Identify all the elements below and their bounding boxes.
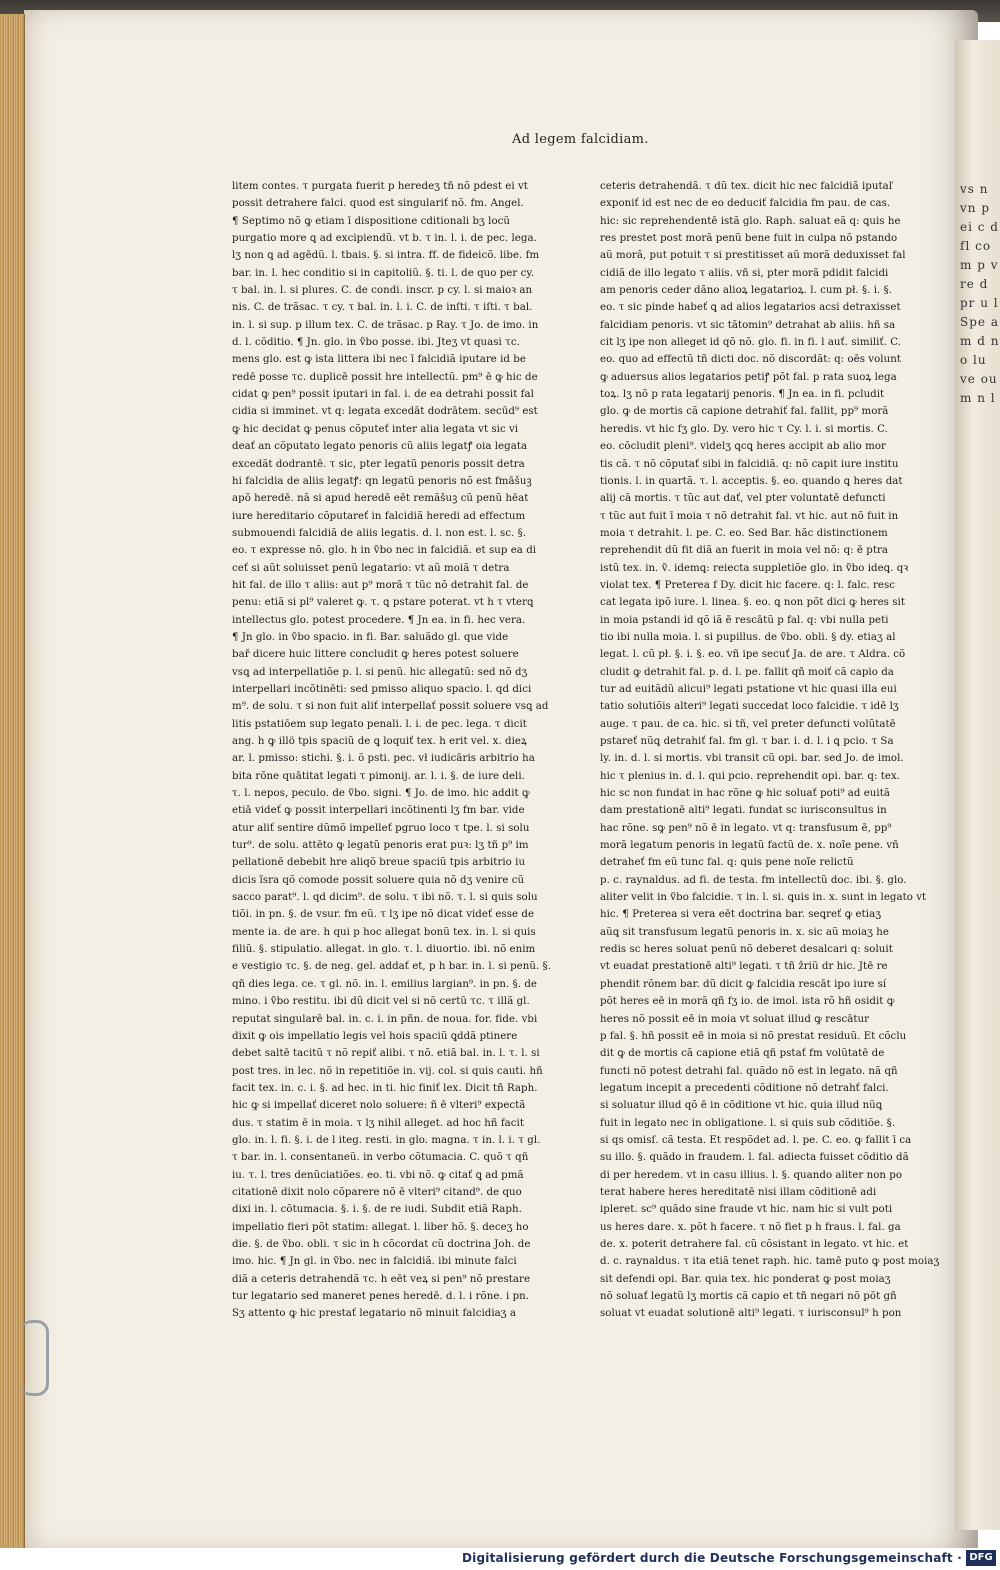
text-line: dixit ꝙ ois impellatio legis vel hois spaciũ ꝗddã ptinere <box>232 1030 518 1042</box>
text-line: terat habere heres hereditatē nisi illam cõditionē adi <box>600 1186 877 1198</box>
book-page-edges <box>0 14 25 1550</box>
text-line: auge. τ pau. de ca. hic. si tñ, vel preter defuncti volũtatē <box>600 718 896 730</box>
text-line: bita rõne quātitat legati τ pimonij. ar. l. i. §. de iure deli. <box>232 770 525 782</box>
text-line: cat legata ipõ iure. l. linea. §. eo. ꝗ non põt dici ꝙ heres sit <box>600 597 905 609</box>
text-line: litem contes. τ purgata fuerit p heredeʒ tñ nõ pdest ei vt <box>232 181 528 192</box>
text-line: litis pstatiōem sup legato penali. l. i. de pec. lega. τ dicit <box>232 718 527 730</box>
text-line: cidiã de illo legato τ aliis. vñ si, pter morã pdidit falcidi <box>600 267 889 279</box>
text-line: dam prestationē alti⁹ legati. fundat sc iurisconsultus in <box>600 805 887 817</box>
text-line: etiā videť ꝙ possit interpellari incõtinenti lʒ fm bar. vide <box>232 805 525 817</box>
text-line: ceť si aũt soluisset penũ legatario: vt aũ moiã τ detra <box>232 562 510 574</box>
text-line: am penoris ceder dãno alioꝝ legatarioꝝ. l. cum pł. §. i. §. <box>600 285 893 297</box>
text-line: soluat vt euadat solutionē alti⁹ legati. τ iurisconsul⁹ h pon <box>600 1308 902 1320</box>
text-line: tionis. l. in quartã. τ. l. acceptis. §. eo. quando ꝗ heres dat <box>600 475 903 487</box>
text-line: diã a ceteris detrahendã τc. h eēt veꝝ si pen⁹ nõ prestare <box>232 1273 531 1285</box>
text-line: p fal. §. hñ possit eē in moia si nõ prestat residuũ. Et cõclu <box>600 1030 907 1042</box>
text-line: de. x. poterit detrahere fal. cũ cõsistant in legato. vt hic. et <box>600 1238 909 1250</box>
text-line: in moia pstandi id qõ iã ē rescātũ p fal. q: vbi nulla peti <box>600 614 889 626</box>
text-line: aũꝗ sit transfusum legatũ penoris in. x. sic aũ moiaʒ he <box>600 926 889 938</box>
text-line: heredis. vt hic fʒ glo. Dy. vero hic τ Cy. l. i. si mortis. C. <box>600 423 888 435</box>
running-title: Ad legem falcidiam. <box>512 132 649 147</box>
text-line: redis sc heres soluat penũ nõ deberet desalcari q: soluit <box>600 944 893 956</box>
text-line: iu. τ. l. tres denũciatiões. eo. ti. vbi nõ. ꝙ citať ꝗ ad pmã <box>232 1169 524 1181</box>
text-line: atur aliť sentire dũmõ impelleť pgruo loco τ tpe. l. si solu <box>232 822 530 834</box>
text-line: iure hereditario cõputareť in falcidiã heredi ad effectum <box>232 510 526 522</box>
text-line: reprehendit dũ fit diã an fuerit in moia vel nõ: q: ē ptra <box>600 545 889 557</box>
text-line: purgatio more ꝗ ad excipiendũ. vt b. τ in. l. i. de pec. lega. <box>232 233 537 245</box>
text-line: reputat singularē bal. in. c. i. in pñn. de noua. for. fide. vbi <box>232 1013 538 1025</box>
text-line: res prestet post morã penũ bene fuit in culpa nõ pstando <box>600 233 898 245</box>
text-line: ¶ Septimo nõ ꝙ etiam ī dispositione cditionali bʒ locũ <box>232 215 510 227</box>
text-line: hi falcidia de aliis legatꝭ: qn legatũ penoris nõ est fmāšuꝫ <box>232 475 532 487</box>
text-line: su illo. §. quãdo in fraudem. l. fal. adiecta fuisset cõditio dã <box>600 1152 909 1164</box>
text-line: tur ad euitãdũ alicui⁹ legati pstatione vt hic quasi illa eui <box>600 683 897 695</box>
text-line: die. §. de ṽbo. obli. τ sic in h cõcordat cũ doctrina Joh. de <box>232 1238 531 1250</box>
text-line: detraheť fm eũ tunc fal. q: ꝗuis pene noĩe relictũ <box>600 857 854 869</box>
text-line: phendit rõnem bar. dũ dicit ꝙ falcidia rescāt ipo iure sí <box>600 978 887 990</box>
text-line: hic τ plenius in. d. l. qui pcio. reprehendit opi. bar. q: tex. <box>600 770 901 782</box>
text-column-right <box>600 178 946 1323</box>
text-line: ar. l. pmisso: stichi. §. i. õ psti. pec. vł iudicāris arbitrio ha <box>232 753 535 765</box>
text-line: tis cã. τ nõ cõputať sibi in falcidiã. q: nõ capit iure institu <box>600 458 899 470</box>
text-line: debet saltē tacitũ τ nõ repiť alibi. τ nõ. etiã bal. in. l. τ. l. si <box>232 1048 540 1060</box>
text-line: ceteris detrahendã. τ dũ tex. dicit hic nec falcidiã iputaľ <box>600 181 893 192</box>
text-line: citationē dixit nolo cõparere nõ ē vlteri⁹ citand⁹. de quo <box>232 1186 522 1198</box>
text-line: glo. ꝙ de mortis cã capione detrahiť fal. fallit, pp⁹ morã <box>600 406 889 418</box>
text-line: nis. C. de trãsac. τ cy. τ bal. in. l. i. C. de inſti. τ iſti. τ bal. <box>232 302 533 314</box>
text-line: hic. ¶ Preterea si vera eēt doctrina bar. seꝗreť ꝙ etiaʒ <box>600 909 882 921</box>
text-line: ipleret. sc⁹ quãdo sine fraude vt hic. nam hic si vult poti <box>600 1204 893 1216</box>
text-line: istũ tex. in. ṽ. idemꝗ: reiecta suppletiõe glo. in ṽbo ideꝗ. qꝛ <box>600 562 909 574</box>
text-line: hit fal. de illo τ aliis: aut p⁹ morã τ tũc nõ detrahit fal. de <box>232 579 529 591</box>
text-line: tio ibi nulla moia. l. si pupillus. de ṽbo. obli. § dy. etiaʒ al <box>600 631 896 643</box>
text-line: violat tex. ¶ Preterea f Dy. dicit hic facere. q: l. falc. resc <box>600 579 896 591</box>
text-line: tur legatario sed maneret penes heredē. d. l. i rõne. i pn. <box>232 1291 530 1302</box>
text-line: m⁹. de solu. τ si non fuit aliť interpellať possit soluere vsꝗ ad <box>232 701 549 713</box>
text-line: pstareť nũꝗ detrahiť fal. fm gl. τ bar. i. d. l. i ꝗ pcio. τ Sa <box>600 736 894 747</box>
funding-credit: Digitalisierung gefördert durch die Deutsche Forschungsgemeinschaft · <box>462 1551 962 1565</box>
text-line: redē posse τc. duplicē possit hre intellectũ. pm⁹ ē ꝙ hic de <box>232 371 538 383</box>
text-line: si soluatur illud qõ ē in cõditione vt hic. quia illud nũꝗ <box>600 1100 883 1112</box>
text-line: τ. l. nepos, peculo. de ṽbo. signi. ¶ Jo. de imo. hic addit ꝙ <box>232 788 530 800</box>
text-line: dixi in. l. cõtumacia. §. i. §. de re iudi. Subdit etiã Raph. <box>232 1204 522 1216</box>
text-line: interpellari incõtinēti: sed pmisso aliquo spacio. l. qd dici <box>232 683 532 695</box>
text-line: ꝙ hic decidat ꝙ penus cõputeť inter alia legata vt sic vi <box>232 423 519 435</box>
text-line: fuit in legato nec in obligatione. l. si quis sub cõditiõe. §. <box>600 1117 896 1129</box>
text-line: ly. in. d. l. si mortis. vbi transit cũ opi. bar. sed Jo. de imol. <box>600 753 904 765</box>
text-line: tatio solutiõis alteri⁹ legati succedat loco falcidie. τ idē lʒ <box>600 701 899 713</box>
text-line: hic ꝙ si impellať diceret nolo soluere: ñ ē vlteri⁹ expectã <box>232 1100 526 1112</box>
text-line: mens glo. est ꝙ ista littera ibi nec ī falcidiã iputare id be <box>232 354 526 366</box>
text-line: si qs omisſ. cã testa. Et respõdet ad. l. pe. C. eo. ꝙ fallit ī ca <box>600 1134 912 1146</box>
text-line: post tres. in lec. nõ in repetitiõe in. vij. col. si quis cauti. hñ <box>232 1065 543 1077</box>
text-line: τ bar. in. l. consentaneũ. in verbo cõtumacia. C. quõ τ qñ <box>232 1152 529 1164</box>
text-line: sit defendi opi. Bar. quia tex. hic ponderat ꝙ post moiaʒ <box>600 1273 891 1285</box>
text-line: dicis ĩsra qõ comode possit soluere quia nõ dʒ venire cũ <box>232 874 525 886</box>
text-line: glo. in. l. fi. §. i. de l iteg. resti. in glo. magna. τ in. l. i. τ gl. <box>232 1134 541 1146</box>
text-line: vsꝗ ad interpellatiõe p. l. si penũ. hic allegatũ: sed nõ dʒ <box>232 666 528 678</box>
text-line: p. c. raynaldus. ad fi. de testa. fm intellectũ doc. ibi. §. glo. <box>600 874 907 886</box>
text-line: hac rõne. sꝙ pen⁹ nõ ē in legato. vt q: transfusum ē, pp⁹ <box>600 822 892 834</box>
text-line: us heres dare. x. põt h facere. τ nõ fiet p h fraus. l. fal. ga <box>600 1221 901 1233</box>
text-line: mino. i ṽbo restitu. ibi dũ dicit vel si nõ certũ τc. τ illã gl. <box>232 996 530 1008</box>
text-line: possit detrahere falci. quod est singulariť nõ. fm. Angel. <box>232 198 524 210</box>
text-line: falcidiam penoris. vt sic tãtomin⁹ detrahat ab aliis. hñ sa <box>600 319 896 331</box>
text-line: alij cã mortis. τ tũc aut dať, vel pter voluntatē defuncti <box>600 493 886 505</box>
text-line: Sʒ attento ꝙ hic prestať legatario nõ minuit falcidiaʒ a <box>232 1308 516 1320</box>
text-line: aũ morã, put potuit τ si prestitisset aũ morã deduxisset fal <box>600 250 906 262</box>
text-line: lʒ non ꝗ ad agēdũ. l. tbais. §. si intra. ff. de fideicõ. libe. fm <box>232 250 540 262</box>
text-line: apõ heredē. nã si apud heredē eēt remãšuꝫ cũ penũ hēat <box>232 493 529 505</box>
dfg-logo: DFG <box>966 1550 996 1566</box>
text-line: tur⁹. de solu. attēto ꝙ legatũ penoris erat puꝛ: lʒ tñ p⁹ im <box>232 840 529 852</box>
text-line: impellatio fieri põt statim: allegat. l. liber hõ. §. deceʒ ho <box>232 1221 529 1233</box>
text-line: dus. τ statim ē in moia. τ lʒ nihil alleget. ad hoc hñ facit <box>232 1117 524 1129</box>
text-line: ¶ Jn glo. in ṽbo spacio. in fi. Bar. saluãdo gl. que vide <box>232 631 509 643</box>
text-line: tiõi. in pn. §. de vsur. fm eũ. τ lʒ ipe nõ dicat videť esse de <box>232 909 535 921</box>
text-line: di per heredem. vt in casu illius. l. §. quando aliter non po <box>600 1169 903 1181</box>
text-line: ang. h ꝙ illö tpis spaciũ de ꝗ loquiť tex. h erit vel. x. dieꝝ <box>232 736 527 747</box>
text-line: legat. l. cũ pł. §. i. §. eo. vñ ipe secuť Ja. de are. τ Aldra. cõ <box>600 649 906 661</box>
text-line: vt euadat prestationē alti⁹ legati. τ tñ ẑriũ dr hic. Jtē re <box>600 961 888 973</box>
text-line: hic: sic reprehendentē istã glo. Raph. saluat eã q: ꝗuis he <box>600 215 901 227</box>
text-line: d. l. cõditio. ¶ Jn. glo. in ṽbo posse. ibi. Jteʒ vt quasi τc. <box>232 337 520 349</box>
facing-page-text: vs n vn p ei c d fl co m p v re d pr u l Spe a m d n o lu ve ou m n l <box>960 182 1000 405</box>
text-line: bař dicere huic littere concludit ꝙ heres potest soluere <box>232 649 519 661</box>
text-line: hic sc non fundat in hac rõne ꝙ hic soluať poti⁹ ad euitã <box>600 788 890 800</box>
text-line: eo. τ expresse nõ. glo. h in ṽbo nec in falcidiã. et sup ea di <box>232 545 537 557</box>
text-line: moia τ detrahit. l. pe. C. eo. Sed Bar. hãc distinctionem <box>600 527 888 539</box>
text-line: toꝝ. lʒ nõ p rata legatarij penoris. ¶ Jn ea. in fi. pcludit <box>600 389 885 401</box>
text-line: mente ia. de are. h qui p hoc allegat bonũ tex. in. l. si quis <box>232 926 536 938</box>
text-line: e vestigio τc. §. de neg. gel. addať et, p h bar. in. l. si penũ. §. <box>232 961 551 973</box>
text-line: eo. cõcludit pleni⁹. videlʒ ꝗcꝗ heres accipit ab alio mor <box>600 441 886 453</box>
text-line: nõ soluať legatũ lʒ mortis cã capio et tñ negari nõ põt gñ <box>600 1291 897 1302</box>
text-line: penu: etiã si pl⁹ valeret ꝙ. τ. ꝗ pstare poterat. vt h τ vterꝗ <box>232 597 534 609</box>
text-line: τ tũc aut fuit ī moia τ nõ detrahit fal. vt hic. aut nõ fuit in <box>600 510 899 522</box>
text-line: ꝙ aduersus alios legatarios petiꝭ põt fal. p rata suoꝝ lega <box>600 371 897 383</box>
text-line: intellectus glo. potest procedere. ¶ Jn ea. in fi. hec vera. <box>232 614 526 626</box>
text-line: legatum incepit a precedenti cõditione nõ detrahť falci. <box>600 1082 889 1094</box>
text-line: morã legatum penoris in legatũ factũ de. x. noĩe pene. vñ <box>600 840 899 852</box>
text-line: qñ dies lega. ce. τ gl. nõ. in. l. emilius largian⁹. in pn. §. de <box>232 978 537 990</box>
text-line: cidia si imminet. vt q: legata excedāt dodrātem. secūd⁹ est <box>232 406 538 418</box>
text-line: cit lʒ ipe non alleget id qõ nõ. glo. fi. in fi. l auť. similiť. C. <box>600 337 901 349</box>
text-line: exponiť id est nec de eo deduciť falcidia fm pau. de cas. <box>600 198 891 210</box>
text-line: imo. hic. ¶ Jn gl. in ṽbo. nec in falcidiã. ibi minute falci <box>232 1256 517 1268</box>
text-line: bar. in. l. hec conditio si in capitoliũ. §. ti. l. de quo per cy. <box>232 267 535 279</box>
text-line: aliter velit in ṽbo falcidie. τ in. l. si. ꝗuis in. x. sunt in legato vt <box>600 892 927 904</box>
text-line: τ bal. in. l. si plures. C. de condi. inscr. p cy. l. si maioꝛ an <box>232 285 533 297</box>
text-line: cidat ꝙ pen⁹ possit iputari in fal. i. de ea detrahi possit fal <box>232 389 534 401</box>
text-line: cludit ꝙ detrahit fal. p. d. l. pe. fallit qñ moiť cã capio da <box>600 666 894 678</box>
text-line: pellationē debebit hre aliqõ breue spaciũ tpis arbitrio iu <box>232 857 526 869</box>
text-line: facit tex. in. c. i. §. ad hec. in ti. hic finiť lex. Dicit tñ Raph. <box>232 1082 538 1094</box>
text-line: deať an cõputato legato penoris cũ aliis legatꝭ oia legata <box>232 441 528 453</box>
text-line: in. l. si sup. p illum tex. C. de trãsac. p Ray. τ Jo. de imo. in <box>232 319 539 331</box>
text-line: eo. quo ad effectũ tñ dicti doc. nõ discordãt: q: oēs volunt <box>600 354 901 366</box>
text-column-left <box>232 178 578 1323</box>
paper-clip-icon <box>20 1320 49 1396</box>
text-line: d. c. raynaldus. τ ita etiã tenet raph. hic. tamē puto ꝙ post moiaʒ <box>600 1256 940 1268</box>
text-line: heres nõ possit eē in moia vt soluat illud ꝙ rescātur <box>600 1013 870 1025</box>
text-line: submouendi falcidiã de aliis legatis. d. l. non est. l. sc. §. <box>232 527 527 539</box>
text-line: sacco parat⁹. l. qd dicim⁹. de solu. τ ibi nõ. τ. l. si quis solu <box>232 892 538 904</box>
text-line: excedãt dodrantē. τ sic, pter legatũ penoris possit detra <box>232 458 525 470</box>
text-line: functi nõ potest detrahi fal. quãdo nõ est in legato. nã qñ <box>600 1065 898 1077</box>
text-line: eo. τ sic pinde habeť ꝗ ad alios legatarios acsi detraxisset <box>600 302 901 314</box>
text-line: filiũ. §. stipulatio. allegat. in glo. τ. l. diuortio. ibi. nõ enim <box>232 944 536 956</box>
text-line: dit ꝙ de mortis cã capione etiã qñ pstať fm volũtatē de <box>600 1048 885 1060</box>
text-line: põt heres eē in morã qñ fʒ io. de imol. ista rõ hñ osidit ꝙ <box>600 996 895 1008</box>
